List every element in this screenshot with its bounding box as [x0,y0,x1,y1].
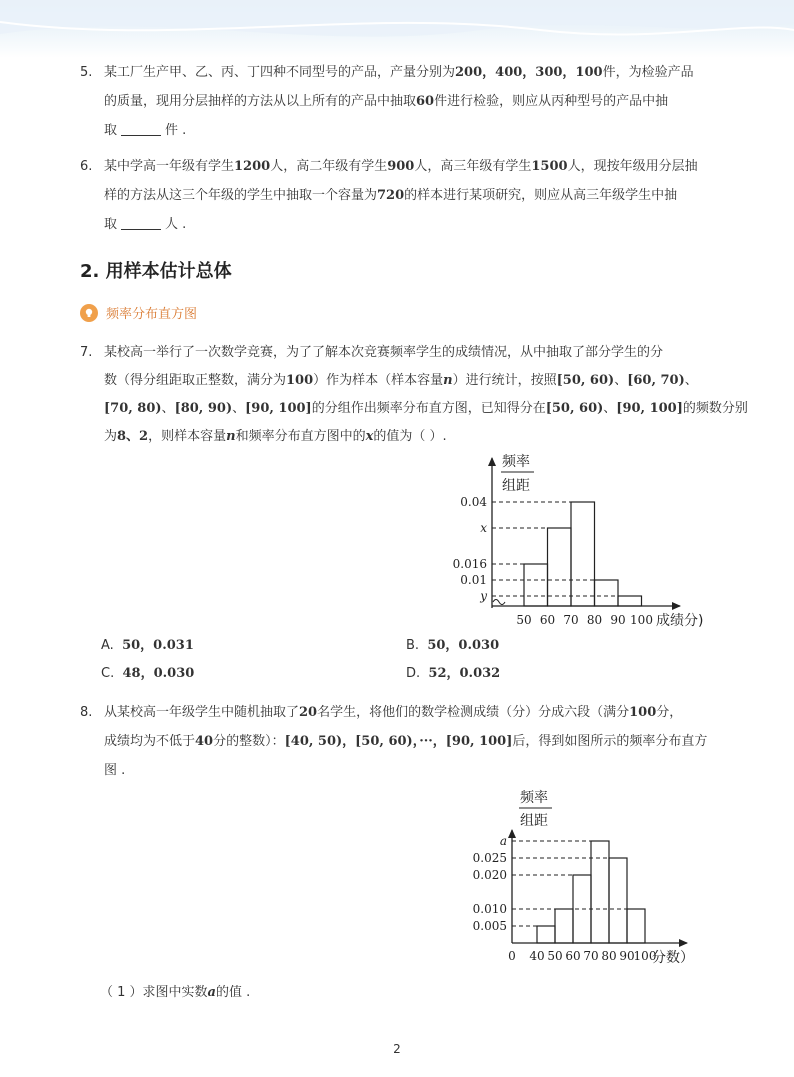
answer-blank [121,215,161,230]
question-8-number: 8. [80,705,93,720]
y-tick-label: 0.005 [472,919,507,933]
question-5-line-1: 某工厂生产甲、乙、丙、丁四种不同型号的产品，产量分别为200，400，300，100件，为检验产品 [104,65,694,80]
histogram-bar [524,564,548,606]
page-number: 2 [393,1042,401,1056]
y-label-top: 频率 [502,454,530,470]
option-b[interactable]: B. 50，0.030 [406,638,500,653]
x-tick-label: 80 [601,949,617,963]
histogram-bar [555,909,573,943]
question-7-line-3: [70, 80)、[80, 90)、[90, 100]的分组作出频率分布直方图，已知得分在[50, 60)、[90, 100]的频数分别 [104,401,748,416]
question-6-line-1: 某中学高一年级有学生1200人，高二年级有学生900人，高三年级有学生1500人，现按年级用分层抽 [104,159,698,174]
histogram-bar [618,596,642,606]
topic-label [80,303,197,322]
question-6-number: 6. [80,159,93,174]
y-tick-label: 0.016 [452,557,487,571]
question-6-line-2: 样的方法从这三个年级的学生中抽取一个容量为720的样本进行某项研究，则应从高三年级学生中抽 [104,188,678,203]
x-tick-label: 90 [619,949,635,963]
question-7-number: 7. [80,345,93,360]
x-tick-label: 60 [565,949,581,963]
y-label-top: 频率 [520,790,548,806]
x-tick-label: 90 [610,613,626,627]
question-5-line-3: 取 件 . [104,123,187,138]
question-5-number: 5. [80,65,93,80]
topic-label-text: 频率分布直方图 [106,307,198,322]
histogram-bar [548,528,572,606]
y-label-bottom: 组距 [520,813,548,829]
x-tick-label: 100 [630,613,653,627]
x-tick-label: 70 [563,613,579,627]
option-a[interactable]: A. 50，0.031 [101,638,194,653]
axis-break-mark [493,600,505,605]
question-8-line-3: 图 . [104,763,126,778]
x-axis-label: 成绩分) [656,613,704,629]
lightbulb-icon [80,304,98,322]
y-label-bottom: 组距 [502,478,530,494]
option-c[interactable]: C. 48，0.030 [101,666,195,681]
y-tick-label: x [480,521,487,535]
x-tick-label: 50 [516,613,532,627]
header-wave-decoration [0,0,794,58]
y-tick-label: a [499,834,507,848]
histogram-bar [591,841,609,943]
histogram-bar [595,580,619,606]
x-tick-label: 80 [586,613,603,627]
answer-blank [121,121,161,136]
x-tick-label: 100 [633,949,657,963]
question-8-line-2: 成绩均为不低于40分的整数）：[40, 50)，[50, 60)，···，[90, 100]后，得到如图所示的频率分布直方 [104,734,708,749]
question-7-line-2: 数（得分组距取正整数，满分为100）作为样本（样本容量n）进行统计，按照[50, 60)、[60, 70)、 [104,373,698,388]
x-axis-label: 分数） [652,950,694,966]
q8-histogram [462,784,724,970]
y-tick-label: 0.010 [472,902,507,916]
question-7-line-1: 某校高一举行了一次数学竞赛，为了了解本次竞赛频率学生的成绩情况，从中抽取了部分学生的分 [104,345,664,360]
option-d[interactable]: D. 52，0.032 [406,666,501,681]
histogram-bar [627,909,645,943]
question-8-line-1: 从某校高一年级学生中随机抽取了20名学生，将他们的数学检测成绩（分）分成六段（满分100分， [104,705,683,720]
y-tick-label: 0.01 [460,573,487,587]
y-tick-label: 0.025 [472,851,507,865]
y-tick-label: 0.020 [472,868,507,882]
x-tick-label: 40 [529,949,545,963]
section-title: 2. 用样本估计总体 [80,261,232,282]
question-5-line-2: 的质量，现用分层抽样的方法从以上所有的产品中抽取60件进行检验，则应从丙种型号的产品中抽 [104,94,669,109]
question-8-part-1: （ 1 ）求图中实数a的值 . [100,985,251,1000]
x-tick-label: 50 [547,949,563,963]
y-tick-label: 0.04 [460,495,487,509]
question-7-line-4: 为8、2，则样本容量n和频率分布直方图中的x的值为（ ）. [104,429,447,444]
question-6-line-3: 取 人 . [104,217,187,232]
q7-histogram [450,452,720,634]
histogram-bar [537,926,555,943]
x-tick-label: 60 [539,613,556,627]
histogram-bar [609,858,627,943]
y-tick-label: y [480,589,487,603]
x-tick-label: 0 [508,949,516,963]
x-tick-label: 70 [583,949,599,963]
histogram-bar [571,502,595,606]
